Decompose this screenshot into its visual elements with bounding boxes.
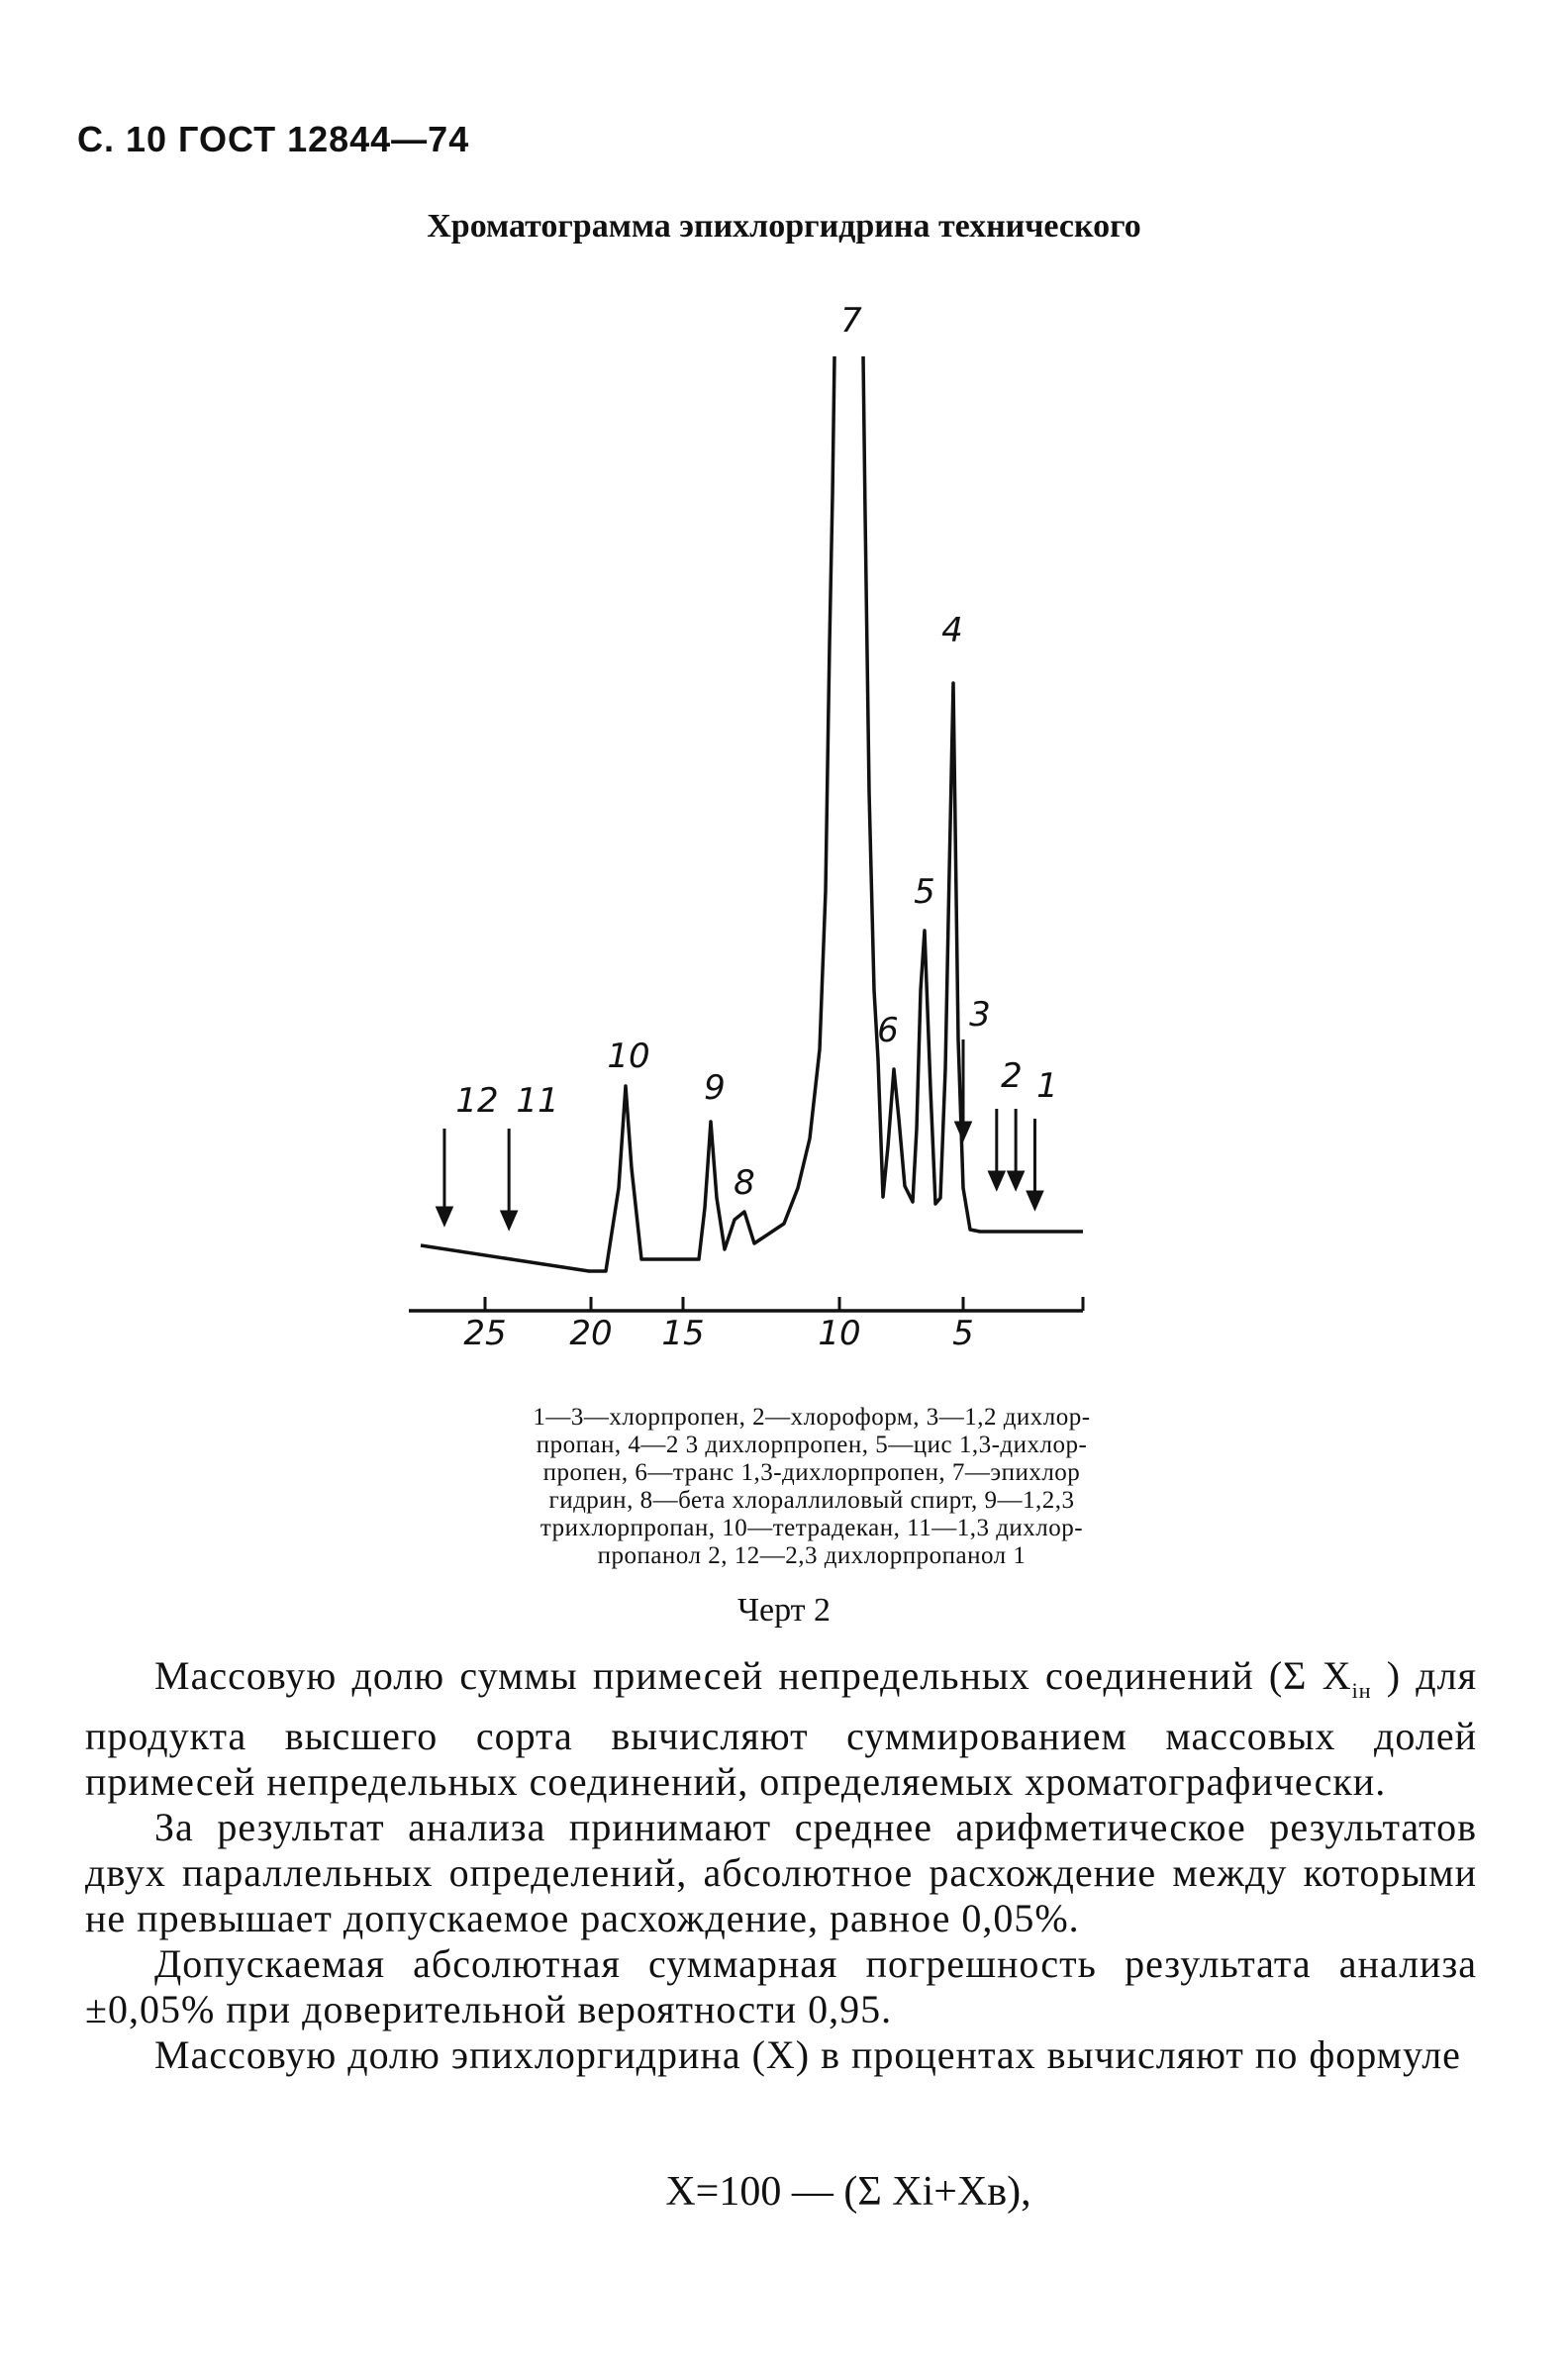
peak-label: 5 bbox=[914, 872, 935, 912]
paragraph: За результат анализа принимают среднее арифметическое результатов двух параллельных определений, абсолютное расхождение между которыми не превышает допускаемое расхождение, равное 0,05%. bbox=[85, 1805, 1477, 1940]
peak-label: 7 bbox=[840, 301, 862, 341]
tick-label: 20 bbox=[569, 1314, 613, 1353]
peak-label: 10 bbox=[607, 1037, 650, 1076]
legend-line: 1—3—хлорпропен, 2—хлороформ, 3—1,2 дихлор- bbox=[533, 1404, 1091, 1431]
arrow-head bbox=[990, 1172, 1004, 1188]
peak-label: 11 bbox=[516, 1081, 559, 1121]
arrow-head bbox=[502, 1212, 516, 1228]
legend-line: гидрин, 8—бета хлораллиловый спирт, 9—1,2,3 bbox=[548, 1487, 1075, 1514]
arrow-head bbox=[1009, 1172, 1023, 1188]
chromatogram-trace bbox=[421, 356, 834, 1271]
peak-label: 6 bbox=[877, 1011, 899, 1050]
formula: X=100 — (Σ Xi+Xв), bbox=[665, 2169, 1031, 2215]
peak-label: 12 bbox=[455, 1081, 499, 1121]
legend-line: пропен, 6—транс 1,3-дихлорпропен, 7—эпихлор bbox=[542, 1459, 1081, 1486]
arrow-head bbox=[956, 1123, 970, 1138]
paragraph: Массовую долю эпихлоргидрина (X) в процентах вычисляют по формуле bbox=[154, 2032, 1461, 2077]
legend-line: пропан, 4—2 3 дихлорпропен, 5—цис 1,3-дихлор- bbox=[536, 1432, 1088, 1458]
arrow-head bbox=[1028, 1192, 1041, 1208]
chart-title: Хроматограмма эпихлоргидрина технического bbox=[427, 208, 1141, 245]
peak-label: 1 bbox=[1036, 1066, 1058, 1106]
page-header: С. 10 ГОСТ 12844—74 bbox=[77, 119, 470, 159]
paragraph: Массовую долю суммы примесей непредельных соединений (Σ $X_{iн}$ ) для продукта высшего сорта вычисляют суммированием массовых долей примесей непредельных соединений, определяемых хроматографически. bbox=[85, 1653, 1477, 1804]
peak-label: 2 bbox=[1001, 1056, 1023, 1096]
figure-caption: Черт 2 bbox=[736, 1592, 832, 1629]
tick-label: 15 bbox=[661, 1314, 705, 1353]
legend-line: трихлорпропан, 10—тетрадекан, 11—1,3 дихлор- bbox=[539, 1515, 1084, 1541]
tick-label: 10 bbox=[818, 1314, 861, 1353]
chart-legend bbox=[455, 1404, 1168, 1570]
peak-label: 4 bbox=[941, 611, 963, 650]
peak-label: 3 bbox=[969, 995, 991, 1035]
tick-label: 25 bbox=[463, 1314, 507, 1353]
legend-line: пропанол 2, 12—2,3 дихлорпропанол 1 bbox=[597, 1542, 1027, 1569]
arrow-head bbox=[438, 1208, 451, 1224]
tick-label: 5 bbox=[952, 1314, 974, 1353]
chromatogram bbox=[0, 277, 1568, 1396]
peak-label: 9 bbox=[704, 1068, 726, 1108]
paragraph: Допускаемая абсолютная суммарная погрешность результата анализа ±0,05% при доверительной вероятности 0,95. bbox=[85, 1941, 1477, 2031]
peak-label: 8 bbox=[734, 1163, 755, 1203]
body-text bbox=[85, 1653, 1477, 2078]
